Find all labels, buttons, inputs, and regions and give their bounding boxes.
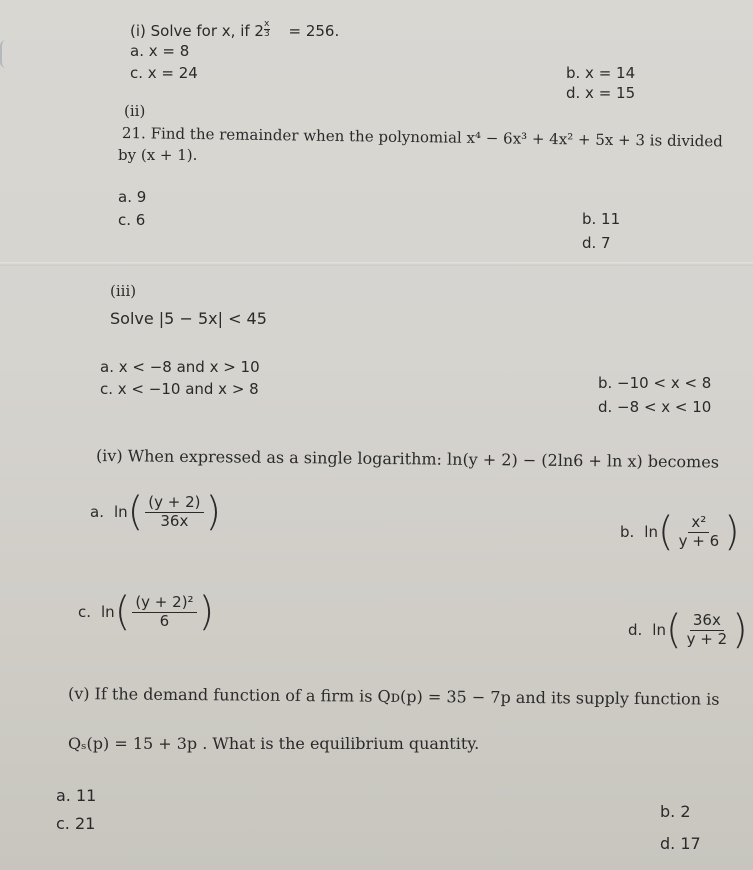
q5-option-d: d. 17 (660, 834, 701, 853)
q4-d-ln: ln (652, 621, 666, 639)
q5-option-c: c. 21 (56, 814, 96, 833)
q4-c-lparen: ( (114, 589, 131, 635)
q4-a-numerator: (y + 2) (145, 494, 203, 512)
q1-prompt-text: Solve for x, if 2 (150, 22, 264, 40)
paper-fold (0, 262, 753, 266)
q4-c-ln: ln (101, 603, 115, 621)
q1-prompt (130, 20, 339, 40)
q4-a-lparen: ( (127, 489, 144, 535)
q3-option-c: c. x < −10 and x > 8 (100, 380, 259, 398)
q4-b-numerator: x² (688, 514, 709, 532)
q4-c-label: c. (78, 603, 92, 621)
q4-b-rparen: ) (724, 509, 740, 555)
q1-option-b: b. x = 14 (566, 64, 636, 82)
q4-b-fraction (676, 514, 723, 550)
q3-prompt: Solve |5 − 5x| < 45 (110, 309, 267, 328)
q1-exponent: x 3 (263, 19, 270, 39)
q1-option-c: c. x = 24 (130, 64, 198, 82)
q2-option-b: b. 11 (582, 210, 621, 228)
q2-prompt-line1 (122, 124, 723, 150)
q2-prompt-line2: by (x + 1). (118, 146, 198, 164)
q4-d-lparen: ( (665, 607, 682, 653)
q4-d-fraction (684, 612, 731, 648)
q4-d-numerator: 36x (690, 612, 724, 630)
q2-option-c: c. 6 (118, 211, 146, 229)
q4-d-denominator: y + 2 (686, 629, 728, 648)
q4-b-label: b. (620, 523, 635, 541)
q4-c-rparen: ) (198, 589, 215, 635)
q4-c-fraction (132, 594, 196, 630)
q4-a-ln: ln (113, 503, 128, 521)
q4-option-d (628, 607, 748, 653)
q4-a-denominator: 36x (160, 511, 189, 530)
q3-label: (iii) (110, 282, 137, 300)
q1-label: (i) (130, 22, 146, 40)
q1-option-a: a. x = 8 (130, 42, 190, 60)
q4-d-rparen: ) (732, 607, 748, 653)
q1-rhs: = 256. (288, 22, 340, 40)
q4-a-label: a. (90, 503, 104, 521)
q2-number: 21. (121, 124, 146, 143)
q1-option-d: d. x = 15 (566, 84, 636, 102)
q4-b-lparen: ( (657, 509, 674, 555)
q5-prompt-line2: Qₛ(p) = 15 + 3p . What is the equilibrium quantity. (68, 734, 480, 753)
q3-option-a: a. x < −8 and x > 10 (100, 358, 260, 376)
q3-option-d: d. −8 < x < 10 (598, 398, 712, 416)
q5-option-a: a. 11 (56, 786, 97, 805)
q4-b-ln: ln (644, 523, 658, 541)
q5-option-b: b. 2 (660, 802, 691, 821)
q2-option-d: d. 7 (582, 234, 611, 252)
q4-prompt: (iv) When expressed as a single logarithm: ln(y + 2) − (2ln6 + ln x) becomes (95, 446, 720, 472)
q4-option-c (78, 589, 215, 635)
q5-prompt-line1: (v) If the demand function of a firm is Qᴅ(p) = 35 − 7p and its supply function is (67, 684, 720, 709)
q4-b-denominator: y + 6 (678, 531, 720, 550)
page-edge-mark (0, 40, 20, 68)
q3-option-b: b. −10 < x < 8 (598, 374, 712, 392)
q2-option-a: a. 9 (118, 188, 147, 206)
q4-c-numerator: (y + 2)² (132, 594, 196, 612)
q4-d-label: d. (628, 621, 643, 639)
q4-option-a (90, 489, 222, 535)
q4-option-b (620, 509, 740, 555)
q4-a-fraction (145, 494, 203, 530)
q2-prompt-text: Find the remainder when the polynomial x⁴ − 6x³ + 4x² + 5x + 3 is divided (150, 124, 723, 151)
q2-label: (ii) (124, 102, 146, 120)
q4-a-rparen: ) (205, 489, 222, 535)
q4-c-denominator: 6 (159, 611, 170, 630)
